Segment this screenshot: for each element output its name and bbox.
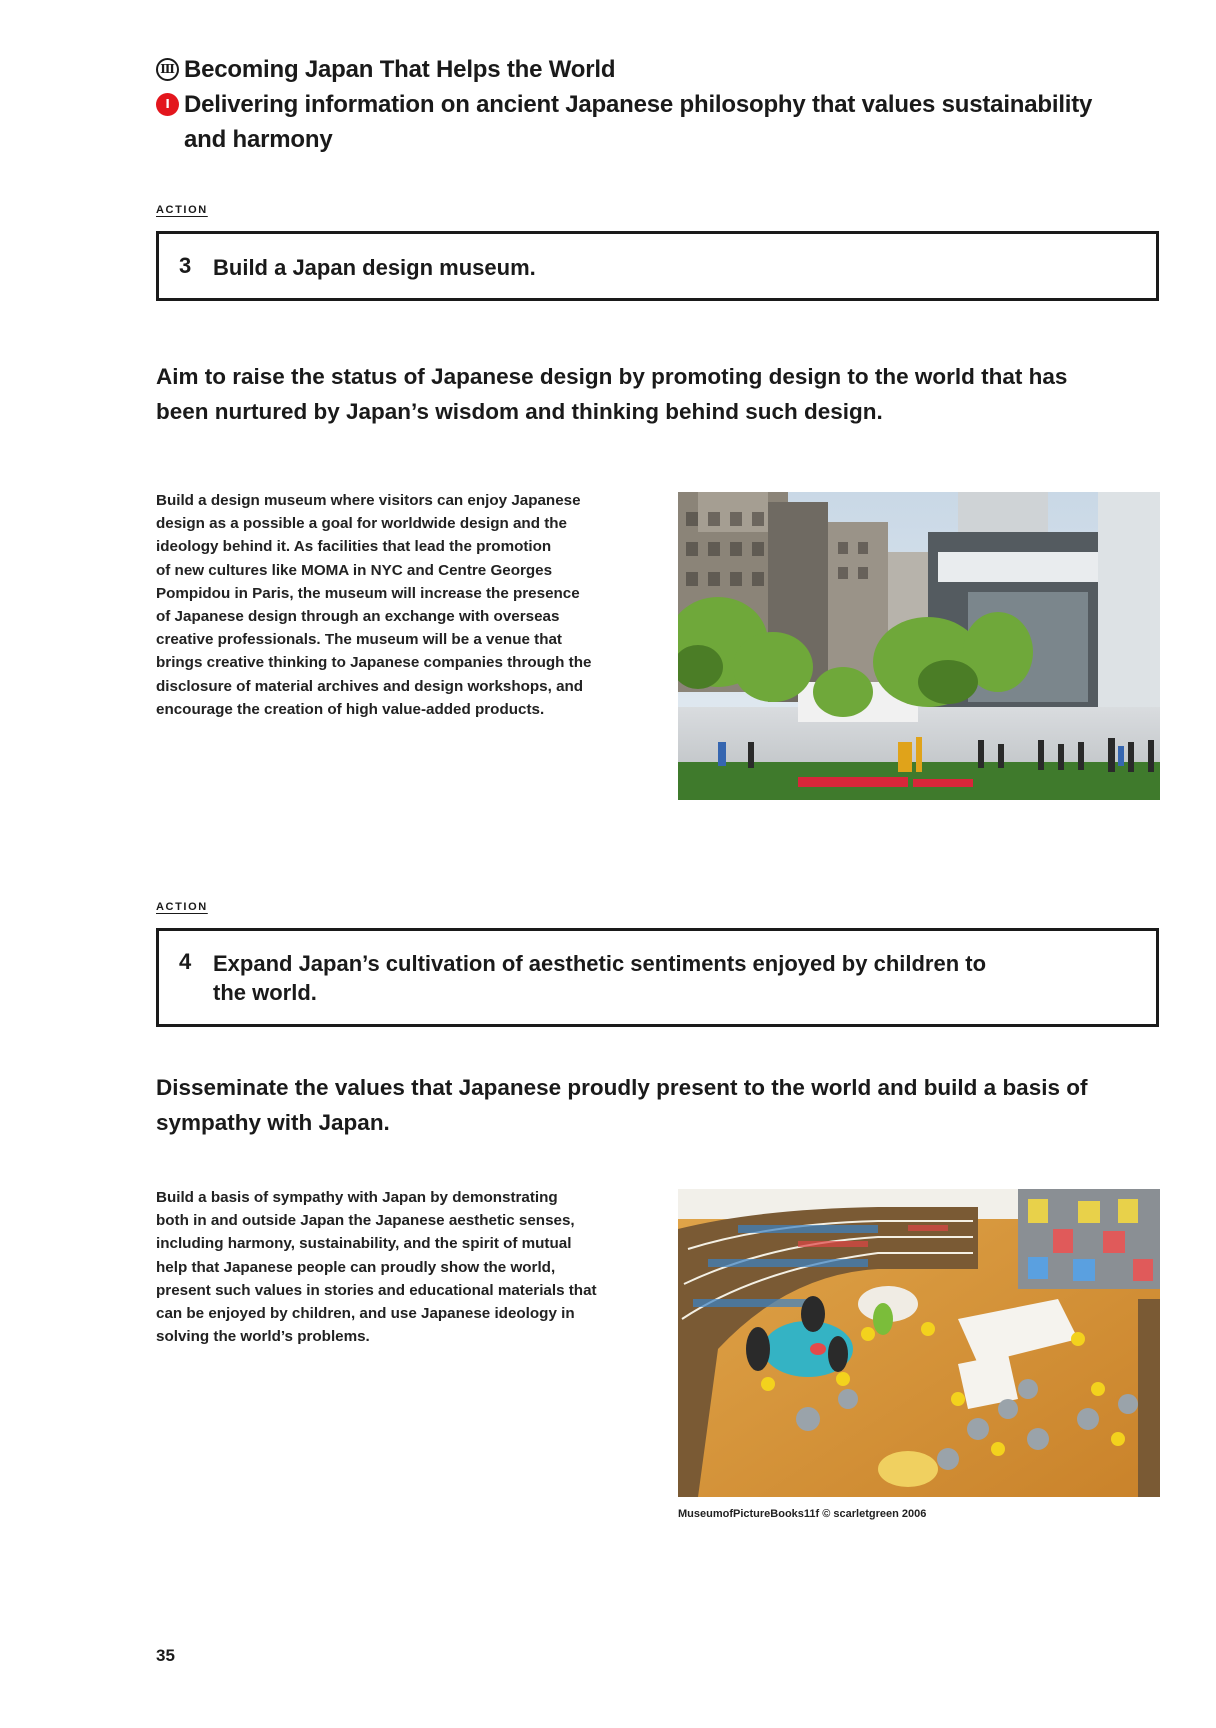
action-number: 3 — [179, 253, 192, 278]
roman-numeral-three-icon: Ⅲ — [156, 58, 179, 81]
body-line: Build a basis of sympathy with Japan by demonstrating — [156, 1189, 558, 1206]
action-4-box — [156, 928, 1159, 1027]
body-line: brings creative thinking to Japanese companies through the — [156, 654, 592, 672]
action-3-lead — [156, 359, 1166, 429]
museum-garden-photo — [678, 492, 1160, 800]
body-line: solving the world’s problems. — [156, 1328, 370, 1346]
lead-line: sympathy with Japan. — [156, 1110, 390, 1135]
action-number: 4 — [179, 949, 192, 974]
subsection-title-line-2: and harmony — [184, 126, 333, 153]
action-3-body — [156, 489, 634, 721]
body-line: design as a possible a goal for worldwide design and the — [156, 515, 567, 533]
action-label: ACTION — [156, 901, 208, 913]
body-line: can be enjoyed by children, and use Japanese ideology in — [156, 1305, 575, 1323]
page-number: 35 — [156, 1646, 175, 1665]
body-line: help that Japanese people can proudly show the world, — [156, 1258, 556, 1276]
subsection-title-line-1: Delivering information on ancient Japanese philosophy that values sustainability — [184, 91, 1093, 118]
action-3-box — [156, 231, 1159, 301]
body-line: present such values in stories and educational materials that — [156, 1281, 597, 1299]
photo-caption: MuseumofPictureBooks11f © scarletgreen 2006 — [678, 1508, 927, 1520]
lead-line: been nurtured by Japan’s wisdom and thinking behind such design. — [156, 399, 883, 424]
lead-line: Aim to raise the status of Japanese design by promoting design to the world that has — [156, 364, 1068, 389]
section-title: Becoming Japan That Helps the World — [184, 56, 616, 83]
roman-numeral-one-icon: I — [156, 93, 179, 116]
body-line: both in and outside Japan the Japanese aesthetic senses, — [156, 1212, 575, 1230]
body-line: ideology behind it. As facilities that lead the promotion — [156, 538, 552, 556]
action-title: Build a Japan design museum. — [213, 255, 536, 280]
body-line: disclosure of material archives and design workshops, and — [156, 677, 584, 695]
lead-line: Disseminate the values that Japanese proudly present to the world and build a basis of — [156, 1075, 1088, 1100]
action-4-body — [156, 1186, 634, 1348]
action-title-line: Expand Japan’s cultivation of aesthetic sentiments enjoyed by children to — [213, 951, 987, 976]
body-line: Pompidou in Paris, the museum will increase the presence — [156, 584, 580, 602]
body-line: encourage the creation of high value-added products. — [156, 700, 545, 718]
action-4-lead — [156, 1070, 1166, 1140]
body-line: of new cultures like MOMA in NYC and Centre Georges — [156, 561, 553, 579]
body-line: of Japanese design through an exchange with overseas — [156, 608, 560, 626]
action-title — [213, 949, 1076, 1007]
action-title-line: the world. — [213, 980, 317, 1005]
body-line: including harmony, sustainability, and the spirit of mutual — [156, 1235, 572, 1253]
picture-book-library-photo — [678, 1189, 1160, 1497]
action-label: ACTION — [156, 204, 208, 216]
body-line: Build a design museum where visitors can enjoy Japanese — [156, 492, 581, 509]
body-line: creative professionals. The museum will be a venue that — [156, 631, 562, 649]
